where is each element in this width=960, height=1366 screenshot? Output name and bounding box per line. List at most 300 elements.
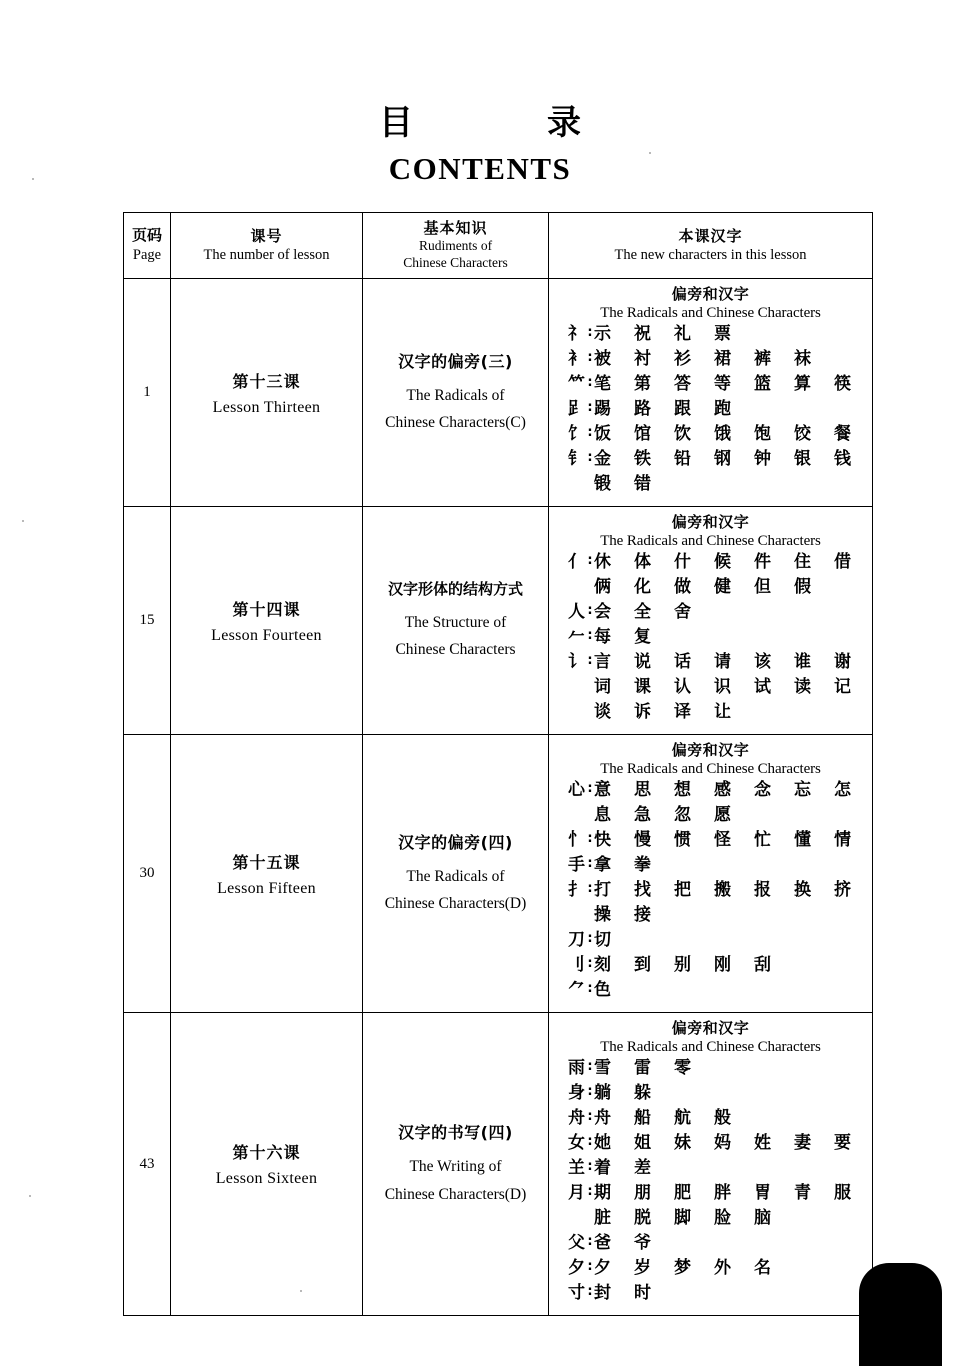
scan-speckle [22,520,24,522]
character-glyph: 筷 [834,374,851,394]
character-glyph: 认 [674,677,691,697]
radical-key: 夕 [568,1258,585,1278]
character-glyph: 姓 [754,1133,771,1153]
rudiments-chinese: 汉字的偏旁(三) [398,351,513,371]
character-glyph: 舍 [674,602,691,622]
header-cell-rudiments [363,213,549,279]
character-glyph: 什 [674,552,691,572]
radical-characters [594,832,874,849]
cell-rudiments [363,735,549,1013]
character-glyph: 船 [634,1108,651,1128]
radical-characters [594,1210,872,1227]
radical-line [555,401,872,426]
radical-key: 𦍌 [568,1158,585,1178]
radical-line [555,1085,872,1110]
header-page-english: Page [132,247,162,264]
character-glyph: 怎 [834,780,851,800]
radical-line [555,629,872,654]
radicals-heading-english: The Radicals and Chinese Characters [600,305,821,321]
radical-characters [594,326,872,343]
character-glyph: 饭 [594,424,611,444]
cell-lesson-name [171,735,363,1013]
radical-colon: : [587,1259,593,1274]
radical-characters [594,1085,872,1102]
radical-key: 亻 [568,552,585,572]
character-glyph: 愿 [714,805,731,825]
radical-key: 礻 [568,324,585,344]
character-glyph: 诉 [634,702,651,722]
character-glyph: 刮 [754,955,771,975]
cell-new-characters [549,507,873,735]
cell-new-characters [549,735,873,1013]
radical-characters [594,426,874,443]
lesson-name-chinese: 第十四课 [232,599,301,619]
character-glyph: 锻 [594,474,611,494]
character-glyph: 词 [594,677,611,697]
character-glyph: 笔 [594,374,611,394]
character-glyph: 拿 [594,855,611,875]
radicals-heading-english: The Radicals and Chinese Characters [600,533,821,549]
lesson-name-chinese: 第十六课 [232,1143,301,1162]
radical-characters [594,376,874,393]
radical-key: ⺈ [568,980,585,1000]
radical-colon: : [587,450,593,465]
character-glyph: 全 [634,602,651,622]
cell-lesson-name [171,507,363,735]
character-glyph: 意 [594,780,611,800]
character-glyph: 钢 [714,449,731,469]
radicals-heading-english: The Radicals and Chinese Characters [600,1039,821,1055]
character-glyph: 爷 [634,1233,651,1253]
character-glyph: 她 [594,1133,611,1153]
radicals-heading-chinese: 偏旁和汉字 [671,1019,750,1037]
cell-page-number: 1 [124,279,171,507]
header-rudiments-english-line2: Chinese Characters [403,255,508,271]
character-glyph: 着 [594,1158,611,1178]
radical-line [555,476,872,501]
rudiments-chinese: 汉字的书写(四) [398,1123,513,1143]
scan-speckle [32,178,34,180]
character-glyph: 惯 [674,830,691,850]
character-glyph: 胖 [714,1183,731,1203]
radical-colon: : [587,1134,593,1149]
scan-speckle [300,1290,302,1292]
radical-colon: : [587,1184,593,1199]
character-glyph: 名 [754,1258,771,1278]
rudiments-english-line1: The Writing of [409,1158,502,1176]
radical-line [555,932,872,957]
character-glyph: 忙 [754,830,771,850]
radical-characters [594,907,872,924]
header-newchars-english: The new characters in this lesson [614,247,807,264]
radical-characters [594,654,874,671]
page-title-block [0,104,960,187]
character-glyph: 请 [714,652,731,672]
cell-new-characters [549,1013,873,1316]
character-glyph: 妹 [674,1133,691,1153]
character-glyph: 把 [674,880,691,900]
radical-characters [594,604,872,621]
character-glyph: 说 [634,652,651,672]
character-glyph: 挤 [834,880,851,900]
character-glyph: 铁 [634,449,651,469]
character-glyph: 礼 [674,324,691,344]
character-glyph: 化 [634,577,651,597]
radical-key: 刀 [568,930,585,950]
character-glyph: 念 [754,780,771,800]
character-glyph: 记 [834,677,851,697]
radical-characters [594,1135,874,1152]
radical-key: 身 [568,1083,585,1103]
rudiments-english-line2: Chinese Characters(D) [384,1185,527,1203]
character-glyph: 接 [634,905,651,925]
character-glyph: 餐 [834,424,851,444]
character-glyph: 跟 [674,399,691,419]
radical-line [555,376,872,401]
character-glyph: 复 [634,627,651,647]
radical-characters [594,451,874,468]
character-glyph: 外 [714,1258,731,1278]
radical-line [555,982,872,1007]
character-glyph: 怪 [714,830,731,850]
character-glyph: 刻 [594,955,611,975]
character-glyph: 银 [794,449,811,469]
character-glyph: 搬 [714,880,731,900]
header-cell-new-characters [549,213,873,279]
radical-colon: : [587,931,593,946]
radical-line [555,1210,872,1235]
character-glyph: 懂 [794,830,811,850]
character-glyph: 篮 [754,374,771,394]
character-glyph: 脱 [634,1208,651,1228]
radical-colon: : [587,400,593,415]
radical-line [555,426,872,451]
header-rudiments-chinese: 基本知识 [423,219,488,237]
character-glyph: 话 [674,652,691,672]
character-glyph: 答 [674,374,691,394]
character-glyph: 拳 [634,855,651,875]
radical-line [555,957,872,982]
character-glyph: 裙 [714,349,731,369]
character-glyph: 想 [674,780,691,800]
character-glyph: 找 [634,880,651,900]
character-glyph: 读 [794,677,811,697]
radical-characters [594,1160,872,1177]
character-glyph: 舟 [594,1108,611,1128]
radical-characters [594,554,874,571]
character-glyph: 报 [754,880,771,900]
character-glyph: 谢 [834,652,851,672]
character-glyph: 识 [714,677,731,697]
radical-line [555,679,872,704]
table-body [124,279,873,1316]
radical-colon: : [587,1159,593,1174]
radical-key: 衤 [568,349,585,369]
radical-colon: : [587,628,593,643]
radical-characters [594,1260,872,1277]
table-row [124,507,873,735]
character-glyph: 封 [594,1283,611,1303]
character-glyph: 译 [674,702,691,722]
radical-key: 手 [568,855,585,875]
radicals-heading-chinese: 偏旁和汉字 [671,513,750,531]
character-glyph: 急 [634,805,651,825]
character-glyph: 操 [594,905,611,925]
radical-key: 饣 [568,424,585,444]
radical-colon: : [587,881,593,896]
character-glyph: 住 [794,552,811,572]
character-glyph: 健 [714,577,731,597]
radical-key: 𠂉 [568,627,585,647]
character-glyph: 青 [794,1183,811,1203]
character-glyph: 快 [594,830,611,850]
character-glyph: 但 [754,577,771,597]
character-glyph: 会 [594,602,611,622]
character-glyph: 试 [754,677,771,697]
radical-colon: : [587,553,593,568]
radical-group-list [549,1060,872,1310]
rudiments-chinese: 汉字的偏旁(四) [398,832,513,852]
radical-key: 刂 [568,955,585,975]
radical-line [555,604,872,629]
cell-rudiments [363,279,549,507]
character-glyph: 梦 [674,1258,691,1278]
radical-line [555,704,872,729]
radical-line [555,907,872,932]
character-glyph: 时 [634,1283,651,1303]
radical-line [555,326,872,351]
radical-characters [594,957,872,974]
radical-characters [594,857,872,874]
character-glyph: 朋 [634,1183,651,1203]
radical-key: 心 [568,780,585,800]
character-glyph: 候 [714,552,731,572]
radical-characters [594,579,872,596]
radical-key: 𧾷 [568,399,585,419]
character-glyph: 肥 [674,1183,691,1203]
character-glyph: 脑 [754,1208,771,1228]
character-glyph: 错 [634,474,651,494]
header-rudiments-english-line1: Rudiments of [418,238,493,254]
character-glyph: 第 [634,374,651,394]
radical-line [555,1185,872,1210]
radical-colon: : [587,856,593,871]
radical-line [555,654,872,679]
black-thumb-tab-mark [859,1263,942,1366]
radical-key: 人 [568,602,585,622]
radical-group-list [549,782,872,1007]
radical-key: 女 [568,1133,585,1153]
radical-characters [594,476,872,493]
character-glyph: 航 [674,1108,691,1128]
cell-lesson-name [171,279,363,507]
character-glyph: 雪 [594,1058,611,1078]
character-glyph: 脸 [714,1208,731,1228]
character-glyph: 衫 [674,349,691,369]
radical-characters [594,932,872,949]
radical-key: 雨 [568,1058,585,1078]
radical-characters [594,982,872,999]
character-glyph: 体 [634,552,651,572]
character-glyph: 躲 [634,1083,651,1103]
table-row [124,735,873,1013]
radical-characters [594,1235,872,1252]
character-glyph: 谁 [794,652,811,672]
rudiments-english-line1: The Radicals of [406,386,505,404]
radical-characters [594,882,874,899]
radical-colon: : [587,956,593,971]
table-row [124,279,873,507]
character-glyph: 馆 [634,424,651,444]
character-glyph: 脚 [674,1208,691,1228]
radical-key: 忄 [568,830,585,850]
character-glyph: 课 [634,677,651,697]
radical-line [555,351,872,376]
character-glyph: 钱 [834,449,851,469]
character-glyph: 感 [714,780,731,800]
character-glyph: 饱 [754,424,771,444]
table-row [124,1013,873,1316]
radical-group-list [549,554,872,729]
radical-characters [594,679,874,696]
scan-speckle [649,152,651,154]
contents-table [123,212,873,1316]
radical-colon: : [587,1084,593,1099]
character-glyph: 等 [714,374,731,394]
character-glyph: 姐 [634,1133,651,1153]
character-glyph: 色 [594,980,611,1000]
character-glyph: 忘 [794,780,811,800]
lesson-name-chinese: 第十五课 [232,852,301,872]
character-glyph: 金 [594,449,611,469]
radical-characters [594,807,872,824]
character-glyph: 换 [794,880,811,900]
radical-group-list [549,326,872,501]
character-glyph: 票 [714,324,731,344]
character-glyph: 铅 [674,449,691,469]
character-glyph: 般 [714,1108,731,1128]
header-cell-page [124,213,171,279]
radical-line [555,1285,872,1310]
radical-characters [594,1060,872,1077]
cell-rudiments [363,507,549,735]
radical-characters [594,782,874,799]
character-glyph: 算 [794,374,811,394]
character-glyph: 踢 [594,399,611,419]
radical-characters [594,401,872,418]
scan-speckle [29,1195,31,1197]
rudiments-english-line2: Chinese Characters(C) [385,414,526,431]
character-glyph: 借 [834,552,851,572]
radical-line [555,782,872,807]
cell-page-number: 43 [124,1013,171,1316]
character-glyph: 慢 [634,830,651,850]
character-glyph: 袜 [794,349,811,369]
character-glyph: 情 [834,830,851,850]
radical-key: 讠 [568,652,585,672]
header-row [124,213,873,279]
character-glyph: 妻 [794,1133,811,1153]
character-glyph: 打 [594,880,611,900]
rudiments-english-line2: Chinese Characters [395,641,516,658]
character-glyph: 该 [754,652,771,672]
character-glyph: 俩 [594,577,611,597]
character-glyph: 躺 [594,1083,611,1103]
radical-line [555,1135,872,1160]
character-glyph: 每 [594,627,611,647]
radical-line [555,1160,872,1185]
radical-line [555,1110,872,1135]
table-header [124,213,873,279]
character-glyph: 示 [594,324,611,344]
radical-colon: : [587,1059,593,1074]
character-glyph: 让 [714,702,731,722]
character-glyph: 被 [594,349,611,369]
lesson-name-chinese: 第十三课 [232,371,301,391]
character-glyph: 刚 [714,955,731,975]
radical-characters [594,704,872,721]
radical-key: 月 [568,1183,585,1203]
character-glyph: 息 [594,805,611,825]
radical-colon: : [587,1234,593,1249]
radical-key: 扌 [568,880,585,900]
rudiments-english-line1: The Radicals of [406,867,505,885]
radical-key: 寸 [568,1283,585,1303]
radical-colon: : [587,781,593,796]
header-lesson-english: The number of lesson [203,247,330,264]
radical-line [555,451,872,476]
header-newchars-chinese: 本课汉字 [678,226,743,245]
lesson-name-english: Lesson Thirteen [212,398,321,416]
character-glyph: 岁 [634,1258,651,1278]
radicals-heading-chinese: 偏旁和汉字 [671,285,750,303]
character-glyph: 谈 [594,702,611,722]
radical-characters [594,351,872,368]
radical-line [555,857,872,882]
radical-key: 𥫗 [568,374,585,394]
radical-colon: : [587,325,593,340]
character-glyph: 服 [834,1183,851,1203]
radical-colon: : [587,375,593,390]
character-glyph: 差 [634,1158,651,1178]
character-glyph: 思 [634,780,651,800]
radical-line [555,554,872,579]
radicals-heading-chinese: 偏旁和汉字 [671,741,750,759]
cell-lesson-name [171,1013,363,1316]
cell-page-number: 30 [124,735,171,1013]
character-glyph: 饮 [674,424,691,444]
character-glyph: 别 [674,955,691,975]
radical-colon: : [587,981,593,996]
character-glyph: 到 [634,955,651,975]
header-cell-lesson-number [171,213,363,279]
radical-line [555,882,872,907]
character-glyph: 夕 [594,1258,611,1278]
character-glyph: 零 [674,1058,691,1078]
lesson-name-english: Lesson Fifteen [217,879,316,897]
radical-key: 钅 [568,449,585,469]
lesson-name-english: Lesson Sixteen [215,1170,318,1187]
radical-line [555,1260,872,1285]
character-glyph: 饺 [794,424,811,444]
lesson-name-english: Lesson Fourteen [211,626,322,644]
radical-characters [594,1185,874,1202]
radical-characters [594,1285,872,1302]
cell-page-number: 15 [124,507,171,735]
radical-colon: : [587,1284,593,1299]
radical-colon: : [587,350,593,365]
character-glyph: 祝 [634,324,651,344]
